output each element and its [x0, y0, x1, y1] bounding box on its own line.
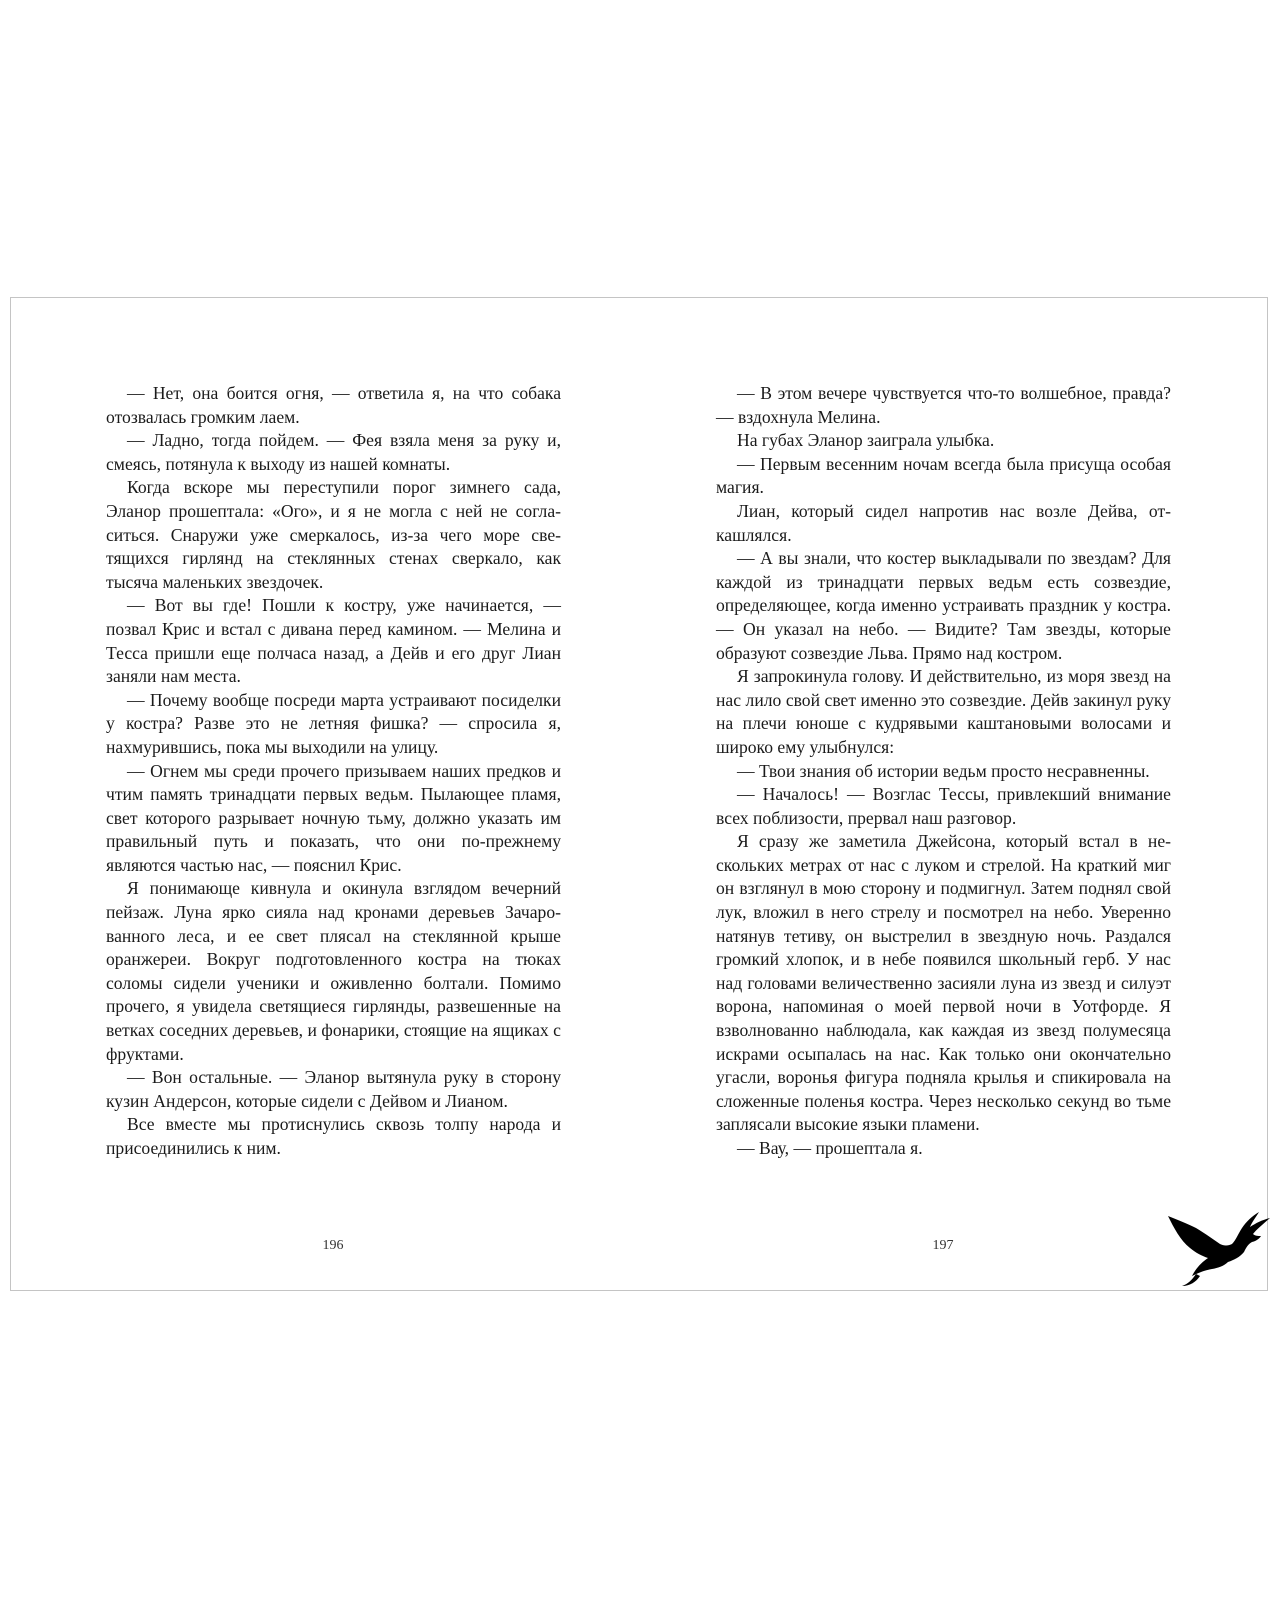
- left-page: [106, 382, 561, 1161]
- paragraph: — А вы знали, что костер выкладывали по звездам? Для каждой из тринадцати первых ведьм есть созвездие, определяющее, когда именно устраивать праздник у костра. — Он указал на небо. — Видите? Там звезды, которые образуют созвездие Льва. Прямо над костром.: [716, 548, 1171, 663]
- book-spread: [10, 297, 1268, 1291]
- paragraph: Я запрокинула голову. И действительно, из моря звезд на нас лило свой свет именно это созвездие. Дейв закинул руку на плечи юноше с кудрявыми каштановыми волосами и широко ему улыбнулся:: [716, 666, 1171, 757]
- paragraph: На губах Эланор заиграла улыбка.: [737, 430, 995, 451]
- paragraph: — Твои знания об истории ведьм просто несравненны.: [737, 760, 1150, 781]
- paragraph: — В этом вечере чувствуется что-то волшебное, правда? — вздохнула Мелина.: [716, 383, 1171, 427]
- paragraph: Когда вскоре мы переступили порог зимнего сада, Эланор прошептала: «Ого», и я не могла с ней не согласиться. Снаружи уже смеркалось, из-за чего море светящихся гирлянд на стеклянных стенах сверкало, как тысяча маленьких звездочек.: [106, 477, 561, 592]
- paragraph: Я сразу же заметила Джейсона, который встал в нескольких метрах от нас с луком и стрелой. На краткий миг он взглянул в мою сторону и подмигнул. Затем поднял свой лук, вложил в него стрелу и посмотрел на небо. Уверенно натянув тетиву, он выстрелил в звездную ночь. Раздался громкий хлопок, и в небе появился школьный герб. У нас над головами величественно засияли луна из звезд и силуэт ворона, напоминая о моей первой ночи в Уотфорде. Я взволнованно наблюдала, как каждая из звезд полумесяца искрами осыпалась на нас. Как только они окончательно угасли, воронья фигура подняла крылья и спикировала на сложенные поленья костра. Через несколько секунд во тьме заплясали высокие языки пламени.: [716, 831, 1171, 1135]
- paragraph: Лиан, который сидел напротив нас возле Дейва, откашлялся.: [716, 500, 1171, 545]
- paragraph: — Началось! — Возглас Тессы, привлекший внимание всех поблизости, прервал наш разговор.: [716, 784, 1171, 828]
- paragraph: — Вот вы где! Пошли к костру, уже начинается, — позвал Крис и встал с дивана перед камином. — Мелина и Тесса пришли еще полчаса назад, а Дейв и его друг Лиан заняли нам места.: [106, 595, 561, 687]
- paragraph: — Нет, она боится огня, — ответила я, на что собака отозвалась громким лаем.: [106, 383, 561, 427]
- page-number-left: 196: [322, 1238, 344, 1253]
- paragraph: — Почему вообще посреди марта устраивают посиделки у костра? Разве это не летняя фишка? — спросила я, нахмурившись, пока мы выходили на улицу.: [106, 689, 561, 757]
- page-number-right: 197: [932, 1238, 954, 1253]
- paragraph: Я понимающе кивнула и окинула взглядом вечерний пейзаж. Луна ярко сияла над кронами деревьев Зачарованного леса, и ее свет плясал на стеклянной крыше оранжереи. Вокруг подготовленного костра на тюках соломы сидели ученики и оживленно болтали. Помимо прочего, я увидела светящиеся гирлянды, развешенные на ветках соседних деревьев, и фонарики, стоящие на ящиках с фруктами.: [106, 878, 561, 1064]
- paragraph: — Ладно, тогда пойдем. — Фея взяла меня за руку и, смеясь, потянула к выходу из нашей комнаты.: [106, 430, 561, 474]
- raven-icon: [1166, 1208, 1276, 1288]
- paragraph: — Вау, — прошептала я.: [737, 1138, 923, 1158]
- paragraph: — Первым весенним ночам всегда была присуща особая магия.: [716, 453, 1171, 498]
- paragraph: — Вон остальные. — Эланор вытянула руку в сторону кузин Андерсон, которые сидели с Дейвом и Лианом.: [106, 1067, 561, 1111]
- right-page: [716, 382, 1171, 1161]
- paragraph: — Огнем мы среди прочего призываем наших предков и чтим память тринадцати первых ведьм. Пылающее пламя, свет которого разрывает ночную тьму, должно указать им правильный путь и показать, что они по-прежнему являются частью нас, — пояснил Крис.: [106, 760, 561, 875]
- paragraph: Все вместе мы протиснулись сквозь толпу народа и присоединились к ним.: [106, 1114, 561, 1158]
